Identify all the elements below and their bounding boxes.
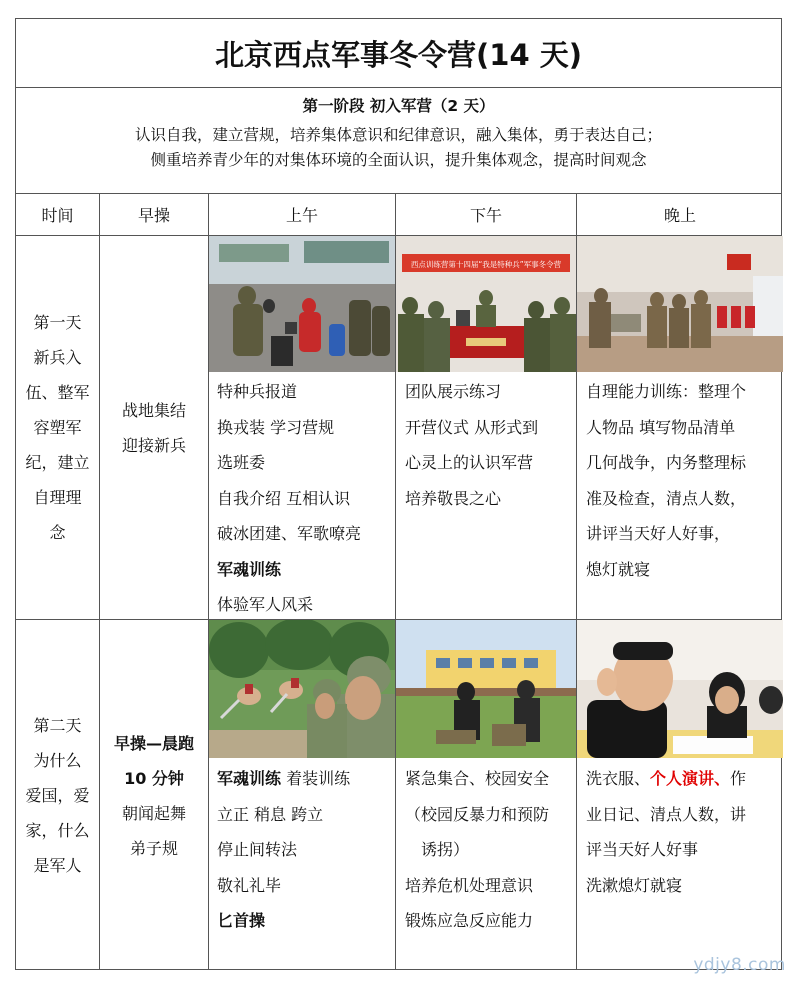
activity-part: 作 xyxy=(730,769,747,788)
dagger-drill-image xyxy=(209,620,395,758)
day1-exercise-line: 战地集结 xyxy=(121,400,186,420)
activity-line: 讲评当天好人好事， xyxy=(586,524,731,543)
day1-time-line: 自理理 xyxy=(33,488,82,507)
day1-time-line: 伍、整军 xyxy=(25,383,90,402)
activity-line: 心灵上的认识军营 xyxy=(405,453,534,472)
activity-line: （校园反暴力和预防 xyxy=(405,804,550,824)
activity-line: 特种兵报道 xyxy=(217,382,298,401)
activity-line: 人物品 填写物品清单 xyxy=(586,417,736,437)
highlighted-activity: 个人演讲、 xyxy=(650,769,731,788)
recruits-arrival-image xyxy=(209,236,395,372)
activity-line: 准及检查，清点人数， xyxy=(586,488,747,508)
activity-line-bold: 匕首操 xyxy=(217,911,266,930)
day1-morning-photo xyxy=(209,236,395,372)
day1-time-cell xyxy=(16,236,99,619)
day2-exercise-line: 早操—晨跑 xyxy=(113,733,194,753)
activity-line: 自理能力训练：整理个 xyxy=(586,382,747,401)
header-afternoon: 下午 xyxy=(469,205,502,225)
activity-line: 换戎装 学习营规 xyxy=(217,417,335,437)
day2-time-line: 为什么 xyxy=(33,751,82,770)
activity-line: 熄灯就寝 xyxy=(586,559,651,579)
activity-part: 着装训练 xyxy=(281,769,351,788)
activity-line: 立正 稍息 跨立 xyxy=(217,804,324,824)
activity-line: 业日记、清点人数，讲 xyxy=(586,804,747,824)
stage-desc-2: 侧重培养青少年的对集体环境的全面认识，提升集体观念，提高时间观念 xyxy=(150,151,647,169)
day1-afternoon-activities xyxy=(405,374,575,516)
day1-exercise-cell xyxy=(100,236,208,619)
activity-line: 自我介绍 互相认识 xyxy=(217,488,351,508)
activity-line xyxy=(217,761,393,797)
activity-line: 诱拐） xyxy=(421,840,470,859)
header-morning: 上午 xyxy=(285,205,318,225)
activity-line: 敬礼礼毕 xyxy=(217,875,282,895)
day1-time-line: 容塑军 xyxy=(33,418,82,437)
header-exercise: 早操 xyxy=(137,205,170,225)
day2-time-line: 爱国，爱 xyxy=(25,786,90,805)
day1-evening-photo xyxy=(577,236,783,372)
day2-afternoon-activities xyxy=(405,761,575,939)
stage-section xyxy=(16,87,781,194)
day2-time-line: 是军人 xyxy=(33,856,82,875)
activity-line: 培养敬畏之心 xyxy=(405,488,502,508)
day1-morning-activities xyxy=(217,374,393,623)
day1-evening-activities xyxy=(586,374,781,587)
day2-morning-photo xyxy=(209,620,395,758)
activity-part: 洗衣服、 xyxy=(586,769,651,788)
day1-time-line: 纪，建立 xyxy=(25,453,90,472)
header-evening: 晚上 xyxy=(663,205,696,225)
day2-exercise-cell xyxy=(100,620,208,971)
opening-ceremony-image xyxy=(396,236,576,372)
page-title: 北京西点军事冬令营(14 天) xyxy=(16,19,781,88)
day2-exercise-line: 弟子规 xyxy=(129,838,178,858)
day2-time-line: 家，什么 xyxy=(25,821,90,840)
day2-afternoon-photo xyxy=(396,620,576,758)
dormitory-training-image xyxy=(577,236,783,372)
day1-exercise-line: 迎接新兵 xyxy=(121,435,186,455)
activity-line: 几何战争，内务整理标 xyxy=(586,453,747,472)
activity-line: 团队展示练习 xyxy=(405,382,502,401)
activity-line xyxy=(586,761,781,797)
activity-line: 停止间转法 xyxy=(217,840,298,859)
activity-line: 紧急集合、校园安全 xyxy=(405,769,550,788)
activity-line: 评当天好人好事 xyxy=(586,840,699,859)
stage-desc-1: 认识自我，建立营规，培养集体意识和纪律意识，融入集体，勇于表达自己； xyxy=(134,126,662,144)
activity-line: 洗漱熄灯就寝 xyxy=(586,875,683,895)
schedule-table xyxy=(15,18,782,970)
day2-morning-activities xyxy=(217,761,393,939)
day1-time-line: 第一天 xyxy=(33,313,82,332)
day2-evening-photo xyxy=(577,620,783,758)
watermark: ydjy8.com xyxy=(693,955,786,975)
day2-exercise-line: 10 分钟 xyxy=(124,768,184,788)
activity-line: 选班委 xyxy=(217,453,266,472)
campus-safety-drill-image xyxy=(396,620,576,758)
day1-time-line: 念 xyxy=(49,523,66,542)
activity-line: 体验军人风采 xyxy=(217,595,314,614)
activity-line-bold: 军魂训练 xyxy=(217,559,282,579)
day1-time-line: 新兵入 xyxy=(33,348,82,367)
ceremony-banner-text: 西点训练营第十四届“我是特种兵”军事冬令营 xyxy=(410,260,562,269)
activity-line: 破冰团建、军歌嘹亮 xyxy=(217,524,362,543)
activity-line: 锻炼应急反应能力 xyxy=(405,911,534,930)
day1-afternoon-photo xyxy=(396,236,576,372)
header-time: 时间 xyxy=(41,205,74,225)
day2-evening-activities xyxy=(586,761,781,903)
activity-line: 培养危机处理意识 xyxy=(405,875,534,895)
day2-exercise-line: 朝闻起舞 xyxy=(121,803,186,823)
child-writing-image xyxy=(577,620,783,758)
activity-bold-part: 军魂训练 xyxy=(217,769,282,788)
activity-line: 开营仪式 从形式到 xyxy=(405,417,539,437)
day2-time-line: 第二天 xyxy=(33,716,82,735)
stage-heading: 第一阶段 初入军营（2 天） xyxy=(302,97,495,115)
day2-time-cell xyxy=(16,620,99,971)
